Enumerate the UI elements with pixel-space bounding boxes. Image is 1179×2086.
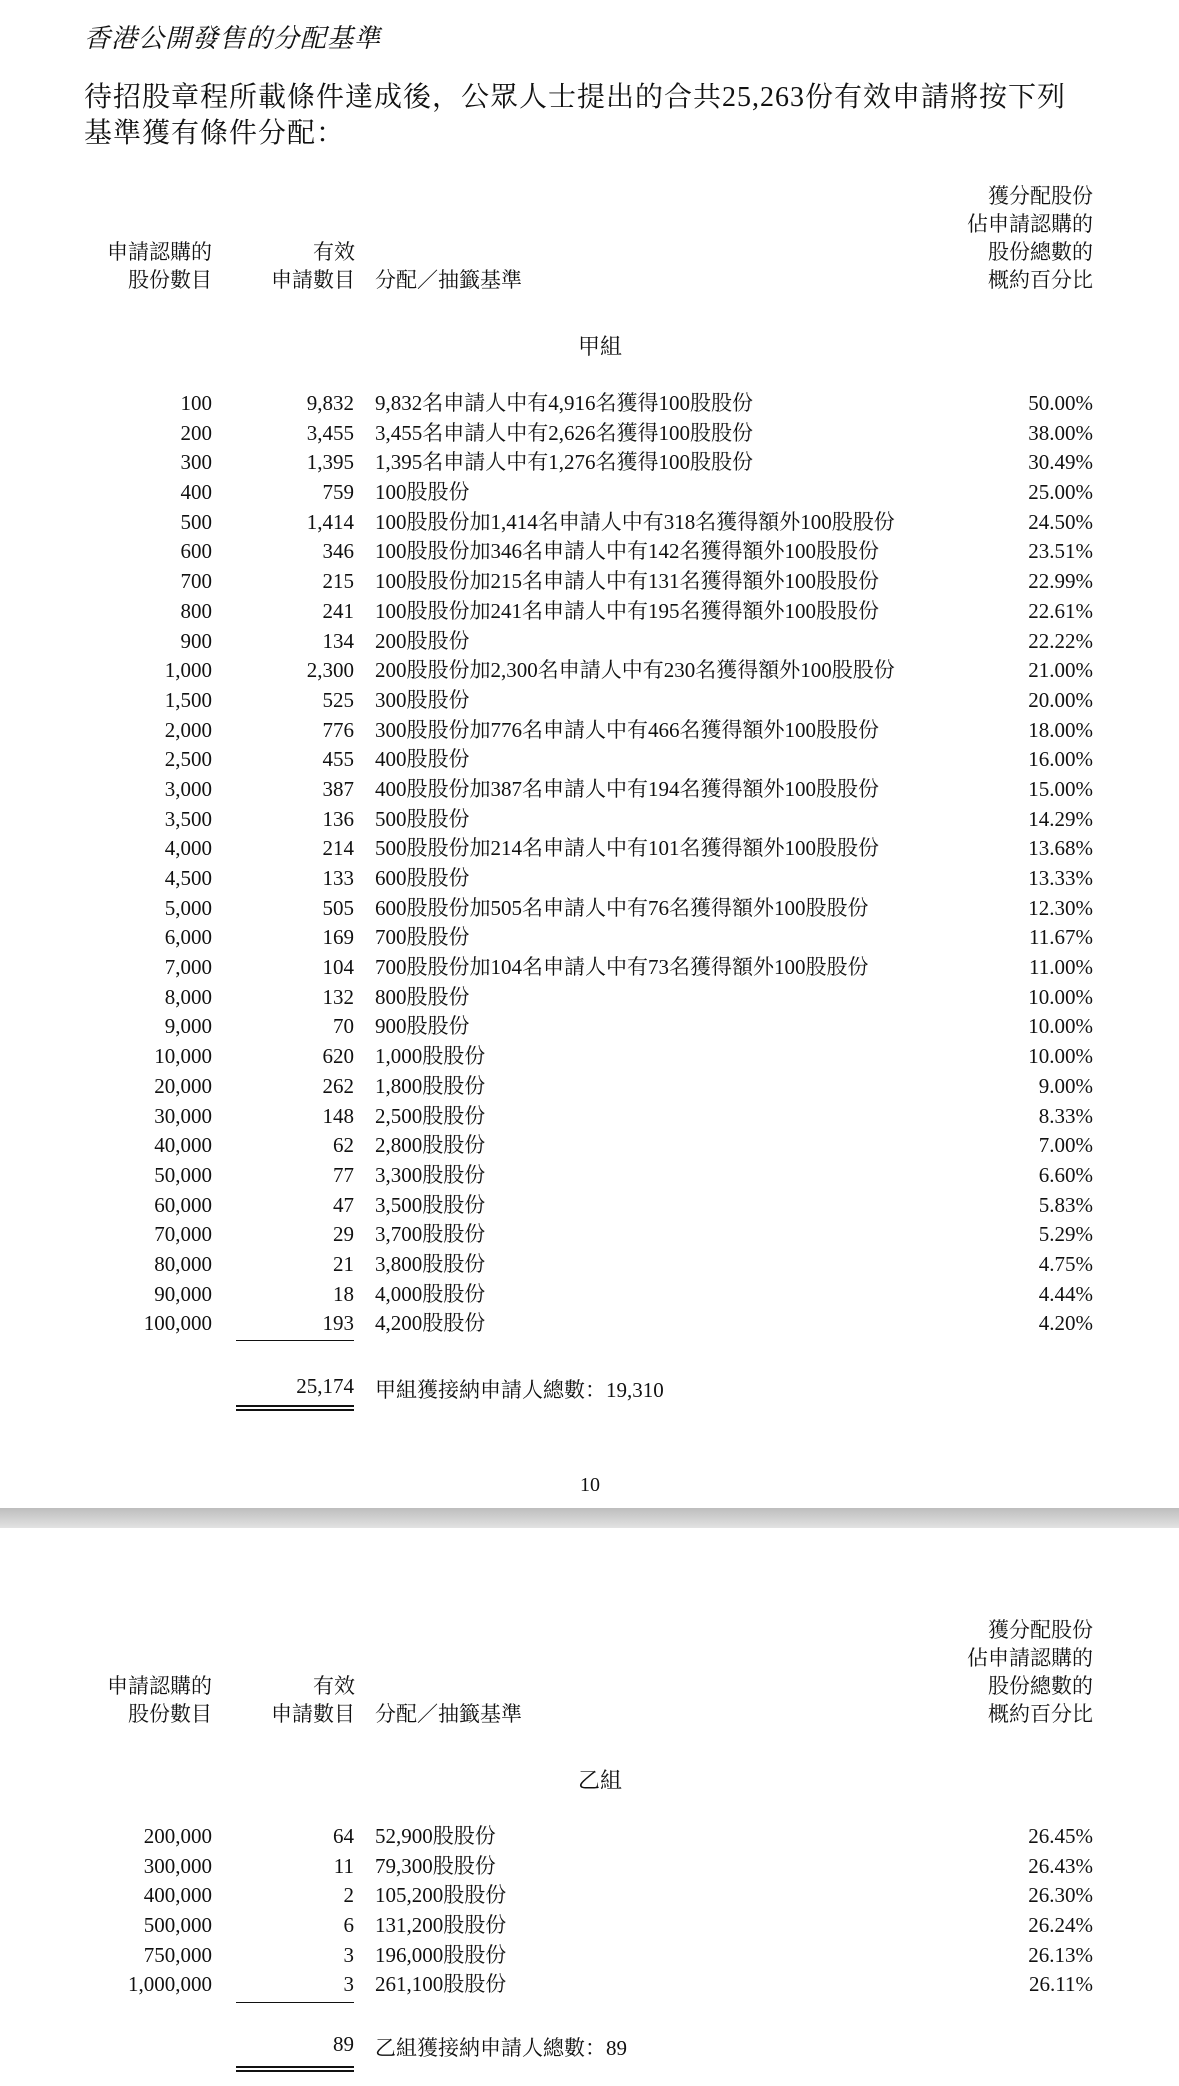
cell-percentage: 30.49%: [1028, 450, 1093, 475]
cell-shares: 40,000: [154, 1133, 212, 1158]
cell-shares: 500: [180, 509, 212, 534]
table-row: [0, 1191, 1179, 1221]
cell-valid-applications: 133: [322, 866, 354, 890]
cell-basis: 700股股份: [375, 925, 470, 950]
cell-shares: 70,000: [154, 1222, 212, 1247]
header-valid-line1: 有效: [313, 240, 355, 264]
group-a-sum-line: [236, 1340, 354, 1341]
cell-valid-applications: 132: [322, 984, 354, 1009]
cell-basis: 3,300股股份: [375, 1162, 486, 1187]
cell-valid-applications: 104: [322, 955, 354, 980]
cell-valid-applications: 9,832: [306, 391, 354, 415]
cell-valid-applications: 18: [333, 1281, 354, 1306]
cell-basis: 400股股份加387名申請人中有194名獲得額外100股股份: [375, 776, 879, 801]
cell-shares: 300: [180, 450, 212, 475]
section-title: 香港公開發售的分配基準: [84, 24, 382, 54]
cell-basis: 300股股份加776名申請人中有466名獲得額外100股股份: [375, 717, 879, 742]
cell-valid-applications: 77: [333, 1162, 354, 1187]
cell-percentage: 12.30%: [1028, 895, 1093, 920]
table-row: [0, 389, 1179, 419]
cell-shares: 3,500: [164, 806, 212, 831]
cell-basis: 100股股份加346名申請人中有142名獲得額外100股股份: [375, 539, 879, 564]
cell-shares: 300,000: [143, 1853, 212, 1878]
table-row: [0, 923, 1179, 953]
table-row: [0, 1881, 1179, 1911]
cell-percentage: 18.00%: [1028, 717, 1093, 742]
cell-basis: 3,500股股份: [375, 1192, 486, 1217]
group-b-total-valid: 89: [333, 2032, 354, 2056]
cell-basis: 9,832名申請人中有4,916名獲得100股股份: [375, 391, 753, 415]
header-shares-line1: 申請認購的: [107, 240, 212, 264]
header-pct-line4-p2: 概約百分比: [988, 1702, 1093, 1726]
cell-percentage: 8.33%: [1038, 1103, 1093, 1128]
header-pct-line2-p2: 佔申請認購的: [967, 1646, 1093, 1670]
cell-percentage: 26.13%: [1028, 1942, 1093, 1967]
cell-basis: 4,000股股份: [375, 1281, 486, 1306]
cell-valid-applications: 21: [333, 1251, 354, 1276]
cell-valid-applications: 2,300: [306, 658, 354, 683]
table-row: [0, 1280, 1179, 1310]
cell-basis: 100股股份加241名申請人中有195名獲得額外100股股份: [375, 598, 879, 623]
group-b-sum-line: [236, 2002, 354, 2003]
cell-valid-applications: 3: [343, 1942, 354, 1967]
header-pct-line2: 佔申請認購的: [967, 212, 1093, 236]
header-pct-line1-p2: 獲分配股份: [988, 1618, 1093, 1642]
cell-basis: 79,300股股份: [375, 1853, 496, 1878]
cell-basis: 2,800股股份: [375, 1133, 486, 1158]
cell-valid-applications: 70: [333, 1014, 354, 1039]
cell-percentage: 26.24%: [1028, 1913, 1093, 1938]
table-row: [0, 1250, 1179, 1280]
header-shares-line2-p2: 股份數目: [128, 1702, 212, 1726]
table-row: [0, 627, 1179, 657]
cell-valid-applications: 2: [343, 1883, 354, 1908]
table-row: [0, 1941, 1179, 1971]
cell-shares: 20,000: [154, 1073, 212, 1098]
cell-valid-applications: 346: [322, 539, 354, 564]
cell-basis: 3,455名申請人中有2,626名獲得100股股份: [375, 420, 753, 445]
cell-basis: 600股股份加505名申請人中有76名獲得額外100股股份: [375, 895, 869, 920]
cell-basis: 700股股份加104名申請人中有73名獲得額外100股股份: [375, 955, 869, 980]
cell-shares: 200,000: [143, 1824, 212, 1848]
header-valid-applications-p2: [260, 1672, 355, 1728]
cell-valid-applications: 1,395: [306, 450, 354, 475]
header-percentage: [893, 182, 1093, 294]
cell-valid-applications: 62: [333, 1133, 354, 1158]
cell-shares: 50,000: [154, 1162, 212, 1187]
table-row: [0, 448, 1179, 478]
cell-percentage: 20.00%: [1028, 687, 1093, 712]
group-b-title: 乙組: [577, 1769, 622, 1794]
cell-percentage: 6.60%: [1038, 1162, 1093, 1187]
cell-shares: 1,000: [164, 658, 212, 683]
cell-percentage: 7.00%: [1038, 1133, 1093, 1158]
header-basis: 分配／抽籤基準: [375, 268, 522, 292]
cell-percentage: 5.83%: [1038, 1192, 1093, 1217]
cell-basis: 500股股份: [375, 806, 470, 831]
group-a-double-rule: [236, 1405, 354, 1411]
cell-shares: 100: [180, 391, 212, 415]
cell-shares: 750,000: [143, 1942, 212, 1967]
cell-basis: 100股股份: [375, 480, 470, 505]
cell-valid-applications: 136: [322, 806, 354, 831]
cell-percentage: 25.00%: [1028, 480, 1093, 505]
cell-basis: 131,200股股份: [375, 1913, 507, 1938]
cell-shares: 900: [180, 628, 212, 653]
cell-basis: 800股股份: [375, 984, 470, 1009]
cell-percentage: 16.00%: [1028, 747, 1093, 772]
cell-valid-applications: 759: [322, 480, 354, 505]
table-row: [0, 1822, 1179, 1852]
cell-valid-applications: 214: [322, 836, 354, 861]
group-a-table: [0, 389, 1179, 1339]
cell-valid-applications: 64: [333, 1824, 354, 1848]
table-row: [0, 656, 1179, 686]
cell-percentage: 22.61%: [1028, 598, 1093, 623]
header-shares-p2: [100, 1672, 212, 1728]
cell-percentage: 4.75%: [1038, 1251, 1093, 1276]
table-row: [0, 894, 1179, 924]
cell-percentage: 26.43%: [1028, 1853, 1093, 1878]
group-b-total-text: 乙組獲接納申請人總數：89: [375, 2036, 627, 2060]
group-b-table: [0, 1822, 1179, 2000]
cell-basis: 100股股份加1,414名申請人中有318名獲得額外100股股份: [375, 509, 895, 534]
cell-valid-applications: 47: [333, 1192, 354, 1217]
cell-shares: 10,000: [154, 1044, 212, 1069]
cell-percentage: 13.33%: [1028, 866, 1093, 890]
cell-percentage: 15.00%: [1028, 776, 1093, 801]
cell-valid-applications: 215: [322, 569, 354, 594]
cell-percentage: 4.20%: [1038, 1311, 1093, 1336]
group-a-total-text: 甲組獲接納申請人總數：19,310: [375, 1378, 664, 1402]
cell-shares: 5,000: [164, 895, 212, 920]
table-row: [0, 1852, 1179, 1882]
cell-shares: 60,000: [154, 1192, 212, 1217]
table-row: [0, 478, 1179, 508]
cell-basis: 100股股份加215名申請人中有131名獲得額外100股股份: [375, 569, 879, 594]
table-row: [0, 716, 1179, 746]
cell-basis: 3,700股股份: [375, 1222, 486, 1247]
group-a-total-valid: 25,174: [296, 1374, 354, 1398]
cell-valid-applications: 620: [322, 1044, 354, 1069]
cell-basis: 4,200股股份: [375, 1311, 486, 1336]
cell-shares: 3,000: [164, 776, 212, 801]
table-row: [0, 745, 1179, 775]
table-row: [0, 953, 1179, 983]
cell-basis: 2,500股股份: [375, 1103, 486, 1128]
cell-percentage: 4.44%: [1038, 1281, 1093, 1306]
cell-percentage: 22.22%: [1028, 628, 1093, 653]
cell-percentage: 14.29%: [1028, 806, 1093, 831]
page-number: 10: [580, 1474, 600, 1496]
cell-percentage: 24.50%: [1028, 509, 1093, 534]
cell-valid-applications: 241: [322, 598, 354, 623]
table-row: [0, 805, 1179, 835]
cell-valid-applications: 3,455: [306, 420, 354, 445]
cell-shares: 90,000: [154, 1281, 212, 1306]
cell-valid-applications: 505: [322, 895, 354, 920]
cell-valid-applications: 455: [322, 747, 354, 772]
cell-percentage: 5.29%: [1038, 1222, 1093, 1247]
table-row: [0, 1102, 1179, 1132]
table-row: [0, 1161, 1179, 1191]
cell-basis: 52,900股股份: [375, 1824, 496, 1848]
cell-basis: 900股股份: [375, 1014, 470, 1039]
cell-valid-applications: 29: [333, 1222, 354, 1247]
cell-shares: 800: [180, 598, 212, 623]
table-row: [0, 1072, 1179, 1102]
table-row: [0, 834, 1179, 864]
cell-percentage: 38.00%: [1028, 420, 1093, 445]
cell-shares: 8,000: [164, 984, 212, 1009]
cell-percentage: 26.11%: [1029, 1972, 1093, 1997]
cell-basis: 300股股份: [375, 687, 470, 712]
cell-shares: 400,000: [143, 1883, 212, 1908]
intro-paragraph: 待招股章程所載條件達成後，公眾人士提出的合共25,263份有效申請將按下列基準獲有條件分配：: [84, 82, 1067, 149]
cell-shares: 30,000: [154, 1103, 212, 1128]
group-a-title: 甲組: [577, 335, 622, 360]
header-valid-applications: [260, 238, 355, 294]
table-row: [0, 686, 1179, 716]
cell-shares: 4,500: [164, 866, 212, 890]
cell-percentage: 11.67%: [1029, 925, 1093, 950]
cell-basis: 105,200股股份: [375, 1883, 507, 1908]
table-row: [0, 537, 1179, 567]
header-shares-line1-p2: 申請認購的: [107, 1674, 212, 1698]
cell-valid-applications: 134: [322, 628, 354, 653]
cell-shares: 4,000: [164, 836, 212, 861]
cell-percentage: 22.99%: [1028, 569, 1093, 594]
table-row: [0, 775, 1179, 805]
cell-percentage: 10.00%: [1028, 984, 1093, 1009]
cell-valid-applications: 262: [322, 1073, 354, 1098]
header-pct-line1: 獲分配股份: [988, 184, 1093, 208]
cell-valid-applications: 148: [322, 1103, 354, 1128]
table-row: [0, 1970, 1179, 2000]
cell-shares: 400: [180, 480, 212, 505]
table-row: [0, 419, 1179, 449]
cell-valid-applications: 776: [322, 717, 354, 742]
cell-shares: 200: [180, 420, 212, 445]
table-row: [0, 567, 1179, 597]
table-row: [0, 983, 1179, 1013]
table-row: [0, 1131, 1179, 1161]
cell-percentage: 26.45%: [1028, 1824, 1093, 1848]
cell-shares: 9,000: [164, 1014, 212, 1039]
table-row: [0, 508, 1179, 538]
cell-valid-applications: 387: [322, 776, 354, 801]
header-basis-p2: 分配／抽籤基準: [375, 1702, 522, 1726]
cell-basis: 200股股份: [375, 628, 470, 653]
cell-shares: 6,000: [164, 925, 212, 950]
cell-basis: 500股股份加214名申請人中有101名獲得額外100股股份: [375, 836, 879, 861]
cell-basis: 3,800股股份: [375, 1251, 486, 1276]
header-shares-line2: 股份數目: [128, 268, 212, 292]
cell-shares: 700: [180, 569, 212, 594]
cell-percentage: 13.68%: [1028, 836, 1093, 861]
header-valid-line1-p2: 有效: [313, 1674, 355, 1698]
cell-percentage: 50.00%: [1028, 391, 1093, 415]
page-separator: [0, 1508, 1179, 1528]
table-row: [0, 1042, 1179, 1072]
header-pct-line4: 概約百分比: [988, 268, 1093, 292]
cell-valid-applications: 11: [333, 1853, 354, 1878]
table-row: [0, 1911, 1179, 1941]
cell-shares: 1,000,000: [128, 1972, 212, 1997]
cell-shares: 2,000: [164, 717, 212, 742]
cell-percentage: 11.00%: [1029, 955, 1093, 980]
header-percentage-p2: [893, 1616, 1093, 1728]
header-shares: [100, 238, 212, 294]
cell-percentage: 10.00%: [1028, 1014, 1093, 1039]
header-pct-line3: 股份總數的: [988, 240, 1093, 264]
cell-valid-applications: 525: [322, 687, 354, 712]
table-row: [0, 597, 1179, 627]
cell-basis: 261,100股股份: [375, 1972, 507, 1997]
table-row: [0, 864, 1179, 894]
cell-shares: 2,500: [164, 747, 212, 772]
document-page-2: [0, 1528, 1179, 2086]
cell-percentage: 21.00%: [1028, 658, 1093, 683]
cell-basis: 196,000股股份: [375, 1942, 507, 1967]
table-row: [0, 1309, 1179, 1339]
cell-shares: 100,000: [143, 1311, 212, 1336]
table-row: [0, 1012, 1179, 1042]
cell-basis: 1,800股股份: [375, 1073, 486, 1098]
cell-shares: 80,000: [154, 1251, 212, 1276]
cell-basis: 200股股份加2,300名申請人中有230名獲得額外100股股份: [375, 658, 895, 683]
cell-basis: 1,000股股份: [375, 1044, 486, 1069]
group-b-double-rule: [236, 2066, 354, 2072]
cell-percentage: 9.00%: [1038, 1073, 1093, 1098]
cell-valid-applications: 3: [343, 1972, 354, 1997]
cell-percentage: 26.30%: [1028, 1883, 1093, 1908]
cell-valid-applications: 1,414: [306, 509, 354, 534]
header-valid-line2: 申請數目: [271, 268, 355, 292]
cell-shares: 7,000: [164, 955, 212, 980]
header-valid-line2-p2: 申請數目: [271, 1702, 355, 1726]
cell-percentage: 10.00%: [1028, 1044, 1093, 1069]
table-row: [0, 1220, 1179, 1250]
cell-shares: 500,000: [143, 1913, 212, 1938]
cell-shares: 1,500: [164, 687, 212, 712]
cell-valid-applications: 169: [322, 925, 354, 950]
header-pct-line3-p2: 股份總數的: [988, 1674, 1093, 1698]
cell-valid-applications: 6: [343, 1913, 354, 1938]
cell-basis: 1,395名申請人中有1,276名獲得100股股份: [375, 450, 753, 475]
cell-percentage: 23.51%: [1028, 539, 1093, 564]
cell-valid-applications: 193: [322, 1311, 354, 1336]
cell-shares: 600: [180, 539, 212, 564]
cell-basis: 400股股份: [375, 747, 470, 772]
cell-basis: 600股股份: [375, 866, 470, 890]
